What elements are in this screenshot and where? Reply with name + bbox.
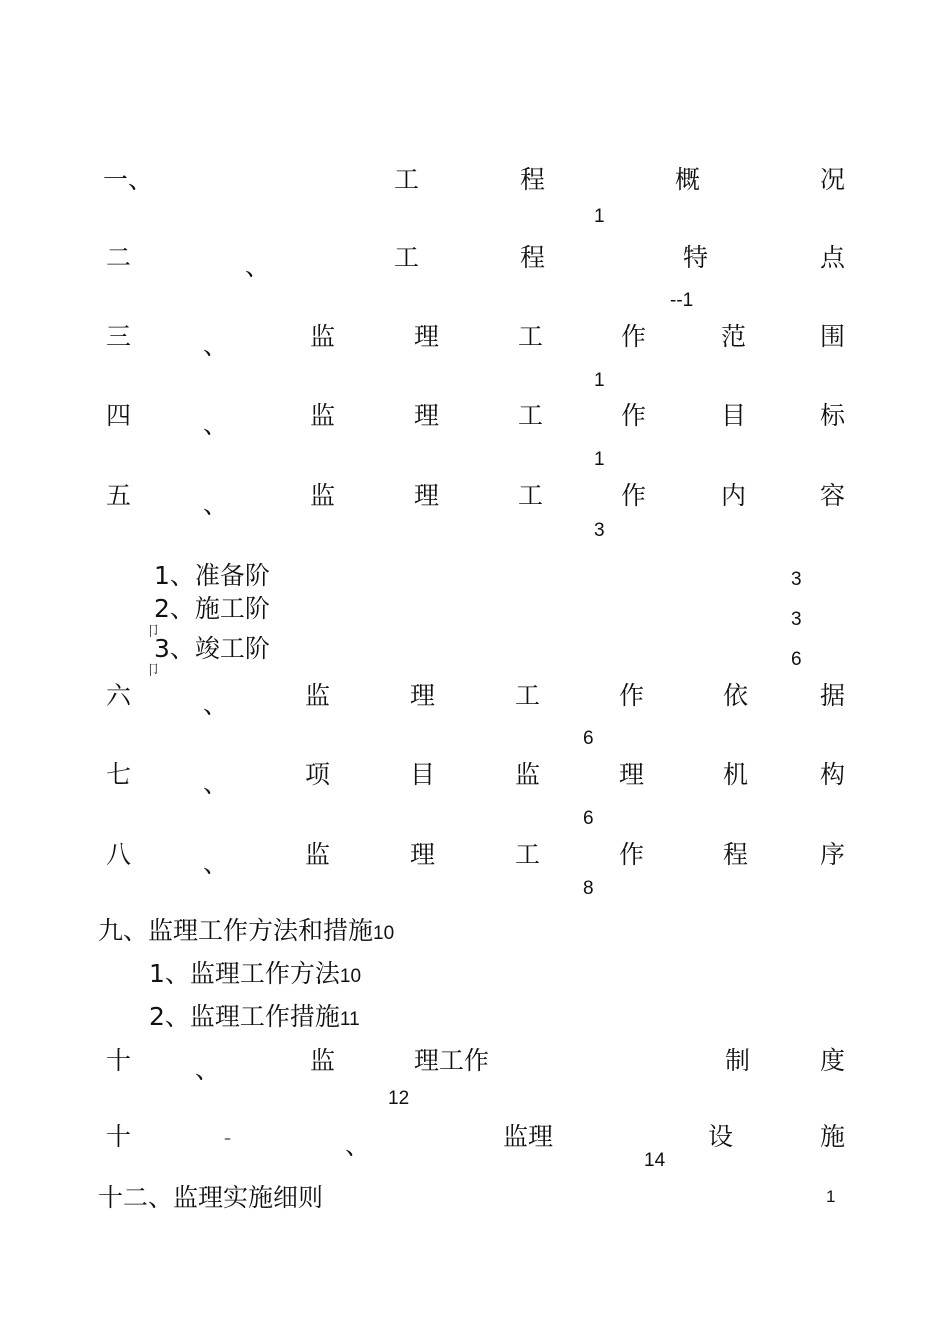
toc-glyph: 作 (619, 840, 645, 869)
toc-label: 1、监理工作方法 (149, 959, 340, 988)
toc-glyph: 项 (305, 760, 331, 789)
toc-page-number: 1 (826, 1187, 836, 1206)
toc-glyph: 构 (820, 760, 846, 789)
toc-glyph: 工 (394, 243, 420, 272)
toc-glyph: 监 (305, 840, 331, 869)
toc-glyph: 理 (410, 840, 436, 869)
toc-glyph: 施 (820, 1122, 846, 1151)
toc-glyph: 三 (106, 322, 132, 351)
toc-glyph: 监 (310, 322, 336, 351)
toc-glyph: 标 (820, 401, 846, 430)
toc-glyph: 、 (203, 849, 229, 878)
toc-glyph: 、 (203, 769, 229, 798)
toc-glyph: 监 (310, 401, 336, 430)
toc-glyph: 作 (619, 681, 645, 710)
toc-glyph: 、 (203, 490, 229, 519)
toc-glyph: 作 (621, 322, 647, 351)
toc-glyph: 、 (203, 690, 229, 719)
toc-glyph: 监理 (503, 1122, 554, 1151)
toc-glyph: 程 (520, 243, 546, 272)
toc-glyph: 工 (394, 165, 420, 194)
toc-glyph: 目 (721, 401, 747, 430)
toc-glyph: 容 (820, 481, 846, 510)
toc-glyph: 监 (310, 481, 336, 510)
toc-glyph: 八 (106, 840, 132, 869)
toc-glyph: 监 (305, 681, 331, 710)
toc-page-number: 11 (339, 1009, 360, 1030)
toc-label: 2、施工阶 (154, 594, 270, 623)
toc-glyph: 六 (106, 681, 132, 710)
toc-glyph: 理 (410, 681, 436, 710)
toc-glyph: 点 (820, 243, 846, 272)
toc-glyph: 、 (245, 252, 271, 281)
toc-glyph: 工 (518, 481, 544, 510)
toc-subentry-9-2[interactable] (149, 1002, 360, 1035)
toc-glyph: 理 (414, 322, 440, 351)
toc-page-number: 10 (373, 923, 395, 944)
toc-glyph: 、 (203, 331, 229, 360)
toc-glyph: 机 (723, 760, 749, 789)
toc-entry-9[interactable] (98, 916, 394, 949)
toc-page-number: 3 (791, 569, 802, 590)
toc-glyph: 理工作 (414, 1046, 490, 1075)
toc-glyph: 七 (106, 760, 132, 789)
toc-page-number: 14 (644, 1150, 666, 1171)
toc-label: 十二、监理实施细则 (98, 1183, 324, 1212)
toc-glyph: 二 (106, 243, 132, 272)
toc-glyph: 围 (820, 322, 846, 351)
toc-glyph: 目 (410, 760, 436, 789)
toc-glyph: 监 (515, 760, 541, 789)
toc-glyph: 序 (820, 840, 846, 869)
toc-page-number: 10 (339, 966, 362, 987)
toc-label: 九、监理工作方法和措施 (98, 916, 374, 945)
toc-glyph: 工 (515, 681, 541, 710)
toc-glyph: 设 (708, 1122, 734, 1151)
toc-glyph: 一、 (103, 165, 154, 194)
toc-glyph: 内 (721, 481, 747, 510)
toc-glyph: 依 (723, 681, 749, 710)
toc-glyph: 、 (195, 1055, 221, 1084)
toc-glyph: 十 (106, 1122, 132, 1151)
toc-page-number: 6 (583, 728, 594, 749)
toc-page-number: 1 (594, 449, 605, 470)
toc-glyph: 五 (106, 481, 132, 510)
toc-glyph: 理 (414, 481, 440, 510)
toc-subentry-9-1[interactable] (149, 959, 361, 992)
toc-glyph: 十 (106, 1046, 132, 1075)
toc-glyph: 制 (725, 1046, 751, 1075)
toc-glyph: 、 (203, 410, 229, 439)
toc-glyph: 概 (675, 165, 701, 194)
toc-glyph: 监 (310, 1046, 336, 1075)
toc-glyph: 四 (106, 401, 132, 430)
toc-page-number: 6 (791, 649, 802, 670)
toc-page-number: 12 (388, 1088, 410, 1109)
toc-glyph: 工 (518, 322, 544, 351)
toc-glyph: 作 (621, 401, 647, 430)
toc-glyph: 况 (820, 165, 846, 194)
toc-glyph: 、 (345, 1131, 371, 1160)
toc-label: 1、准备阶 (154, 561, 270, 590)
stray-mark: 卩 (146, 663, 160, 679)
toc-glyph: 程 (723, 840, 749, 869)
toc-glyph: 工 (515, 840, 541, 869)
toc-glyph: – (224, 1131, 231, 1147)
toc-page-number: 1 (594, 370, 605, 391)
toc-page-number: 3 (594, 520, 605, 541)
toc-glyph: 特 (683, 243, 709, 272)
toc-page-number: 8 (583, 878, 594, 899)
toc-glyph: 理 (619, 760, 645, 789)
toc-page-number: --1 (670, 290, 694, 311)
toc-glyph: 据 (820, 681, 846, 710)
toc-glyph: 作 (621, 481, 647, 510)
toc-glyph: 范 (721, 322, 747, 351)
toc-page-number: 3 (791, 609, 802, 630)
stray-mark: 卩 (146, 624, 160, 640)
toc-glyph: 工 (518, 401, 544, 430)
toc-page-number: 6 (583, 808, 594, 829)
toc-label: 3、竣工阶 (154, 634, 270, 663)
toc-glyph: 理 (414, 401, 440, 430)
toc-glyph: 度 (820, 1046, 846, 1075)
toc-page-number: 1 (594, 206, 605, 227)
toc-label: 2、监理工作措施 (149, 1002, 340, 1031)
toc-glyph: 程 (520, 165, 546, 194)
